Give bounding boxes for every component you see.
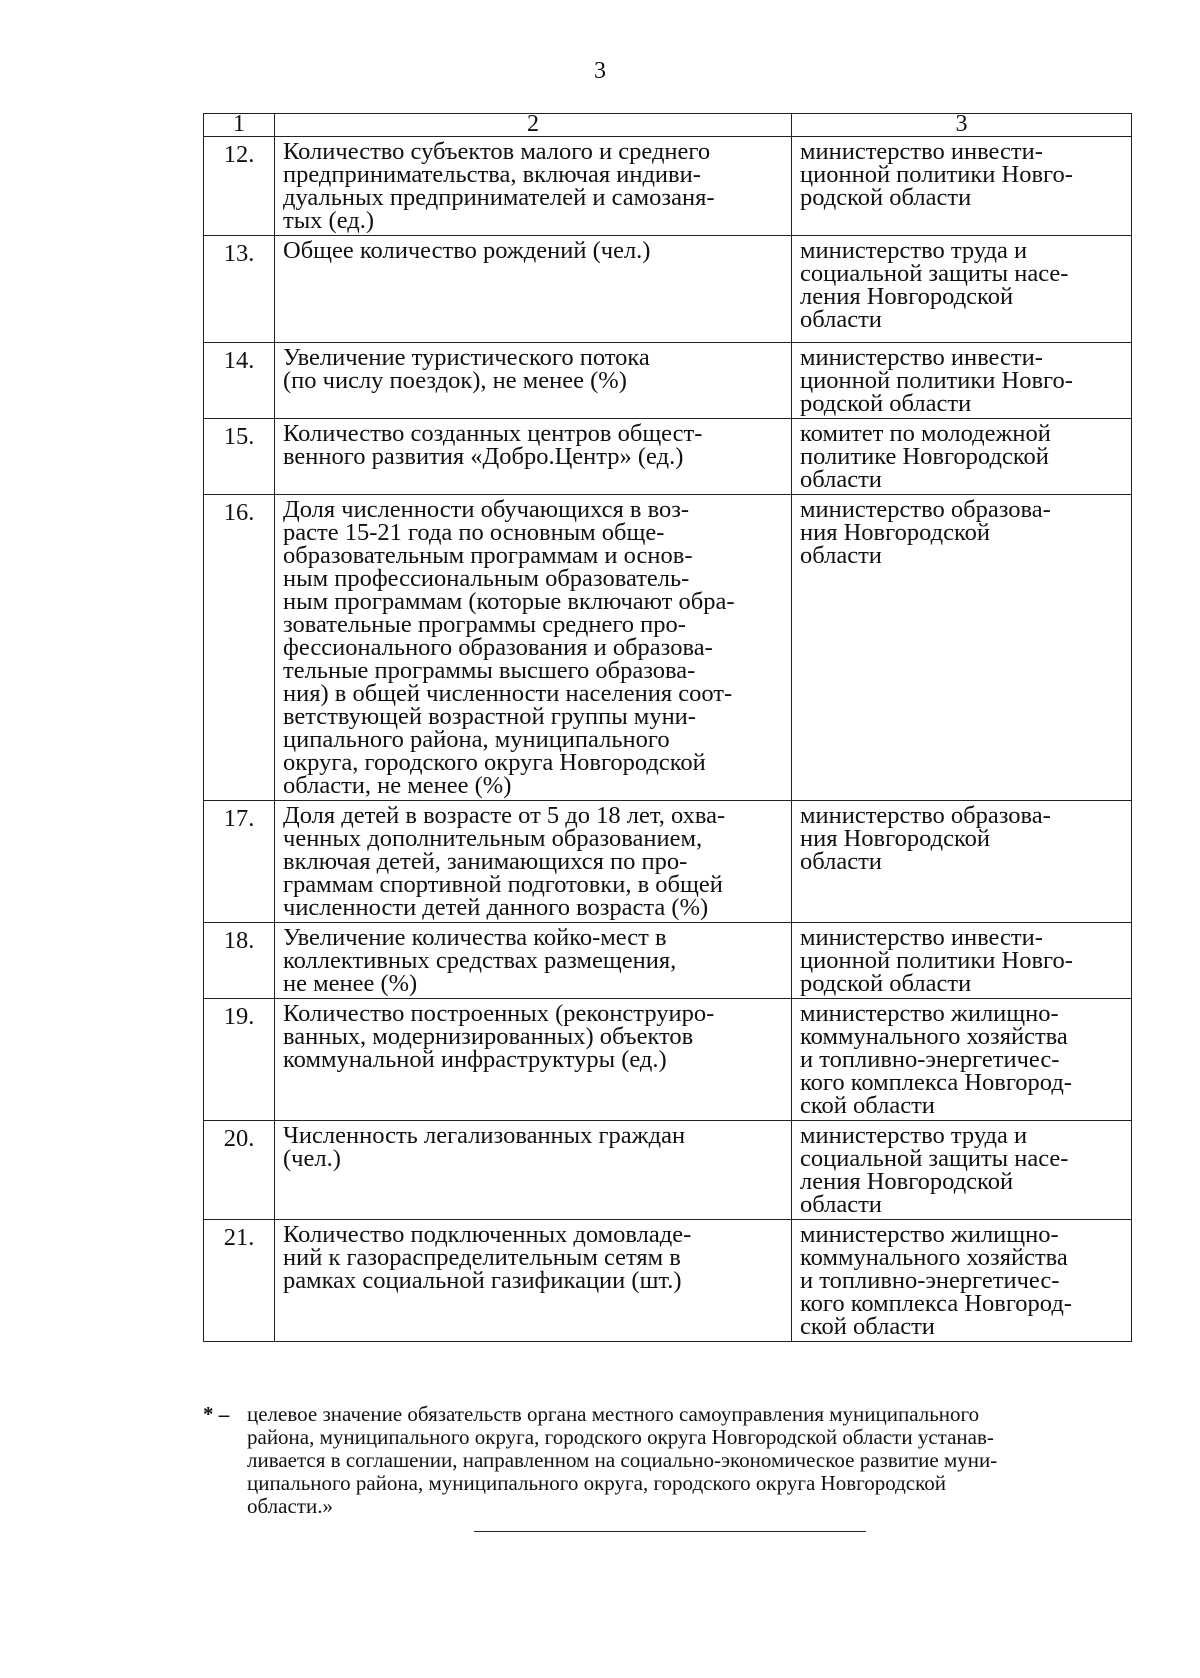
row-number: 17.: [204, 801, 275, 923]
responsible-body: министерство образова- ния Новгородской области: [792, 801, 1132, 923]
responsible-body: министерство образова- ния Новгородской области: [792, 495, 1132, 801]
footnote-text: целевое значение обязательств органа местного самоуправления муниципального района, муниципального округа, городского округа Новгородской области устанав- ливается в соглашении, направленном на социально-экономическое развитие муни- ципального района, муниципального округа, городского округа Новгородской области.»: [247, 1402, 998, 1518]
row-number: 14.: [204, 343, 275, 419]
row-number: 18.: [204, 923, 275, 999]
column-number-2: 2: [275, 114, 792, 137]
table-row: [204, 137, 1132, 236]
responsible-body: министерство жилищно- коммунального хозяйства и топливно-энергетичес- кого комплекса Новгород- ской области: [792, 1220, 1132, 1342]
indicator-text: Количество субъектов малого и среднего предпринимательства, включая индиви- дуальных предпринимателей и самозаня- тых (ед.): [275, 137, 792, 236]
row-number: 13.: [204, 236, 275, 343]
indicator-text: Увеличение количества койко-мест в коллективных средствах размещения, не менее (%): [275, 923, 792, 999]
indicator-text: Доля численности обучающихся в воз- расте 15-21 года по основным обще- образовательным программам и основ- ным профессиональным образователь- ным программам (которые включают обра- зовательные программы среднего про- фессионального образования и образова- тельные программы высшего образова- ния) в общей численности населения соот- ветствующей возрастной группы муни- ципального района, муниципального округа, городского округа Новгородской области, не менее (%): [275, 495, 792, 801]
responsible-body: министерство инвести- ционной политики Новго- родской области: [792, 343, 1132, 419]
table-row: [204, 495, 1132, 801]
indicator-text: Количество созданных центров общест- венного развития «Добро.Центр» (ед.): [275, 419, 792, 495]
responsible-body: министерство инвести- ционной политики Новго- родской области: [792, 137, 1132, 236]
responsible-body: министерство труда и социальной защиты насе- ления Новгородской области: [792, 1121, 1132, 1220]
row-number: 19.: [204, 999, 275, 1121]
column-number-1: 1: [204, 114, 275, 137]
row-number: 16.: [204, 495, 275, 801]
indicator-text: Общее количество рождений (чел.): [275, 236, 792, 343]
page-number: 3: [594, 58, 606, 84]
table-row: [204, 1220, 1132, 1342]
column-number-3: 3: [792, 114, 1132, 137]
row-number: 15.: [204, 419, 275, 495]
row-number: 12.: [204, 137, 275, 236]
table-header-row: [204, 114, 1132, 137]
row-number: 21.: [204, 1220, 275, 1342]
indicator-text: Увеличение туристического потока (по числу поездок), не менее (%): [275, 343, 792, 419]
table-row: [204, 236, 1132, 343]
table-row: [204, 923, 1132, 999]
end-rule: [474, 1531, 866, 1532]
indicator-text: Количество построенных (реконструиро- ванных, модернизированных) объектов коммунальной инфраструктуры (ед.): [275, 999, 792, 1121]
indicator-text: Количество подключенных домовладе- ний к газораспределительным сетям в рамках социальной газификации (шт.): [275, 1220, 792, 1342]
indicator-text: Численность легализованных граждан (чел.): [275, 1121, 792, 1220]
indicator-text: Доля детей в возрасте от 5 до 18 лет, охва- ченных дополнительным образованием, включая детей, занимающихся по про- граммам спортивной подготовки, в общей численности детей данного возраста (%): [275, 801, 792, 923]
footnote: [203, 1403, 1133, 1518]
table-row: [204, 801, 1132, 923]
table-row: [204, 999, 1132, 1121]
table-row: [204, 343, 1132, 419]
responsible-body: министерство труда и социальной защиты насе- ления Новгородской области: [792, 236, 1132, 343]
table-row: [204, 1121, 1132, 1220]
indicators-table: [203, 113, 1132, 1342]
footnote-mark: * –: [203, 1402, 230, 1426]
row-number: 20.: [204, 1121, 275, 1220]
responsible-body: комитет по молодежной политике Новгородской области: [792, 419, 1132, 495]
responsible-body: министерство инвести- ционной политики Новго- родской области: [792, 923, 1132, 999]
responsible-body: министерство жилищно- коммунального хозяйства и топливно-энергетичес- кого комплекса Новгород- ской области: [792, 999, 1132, 1121]
table-row: [204, 419, 1132, 495]
